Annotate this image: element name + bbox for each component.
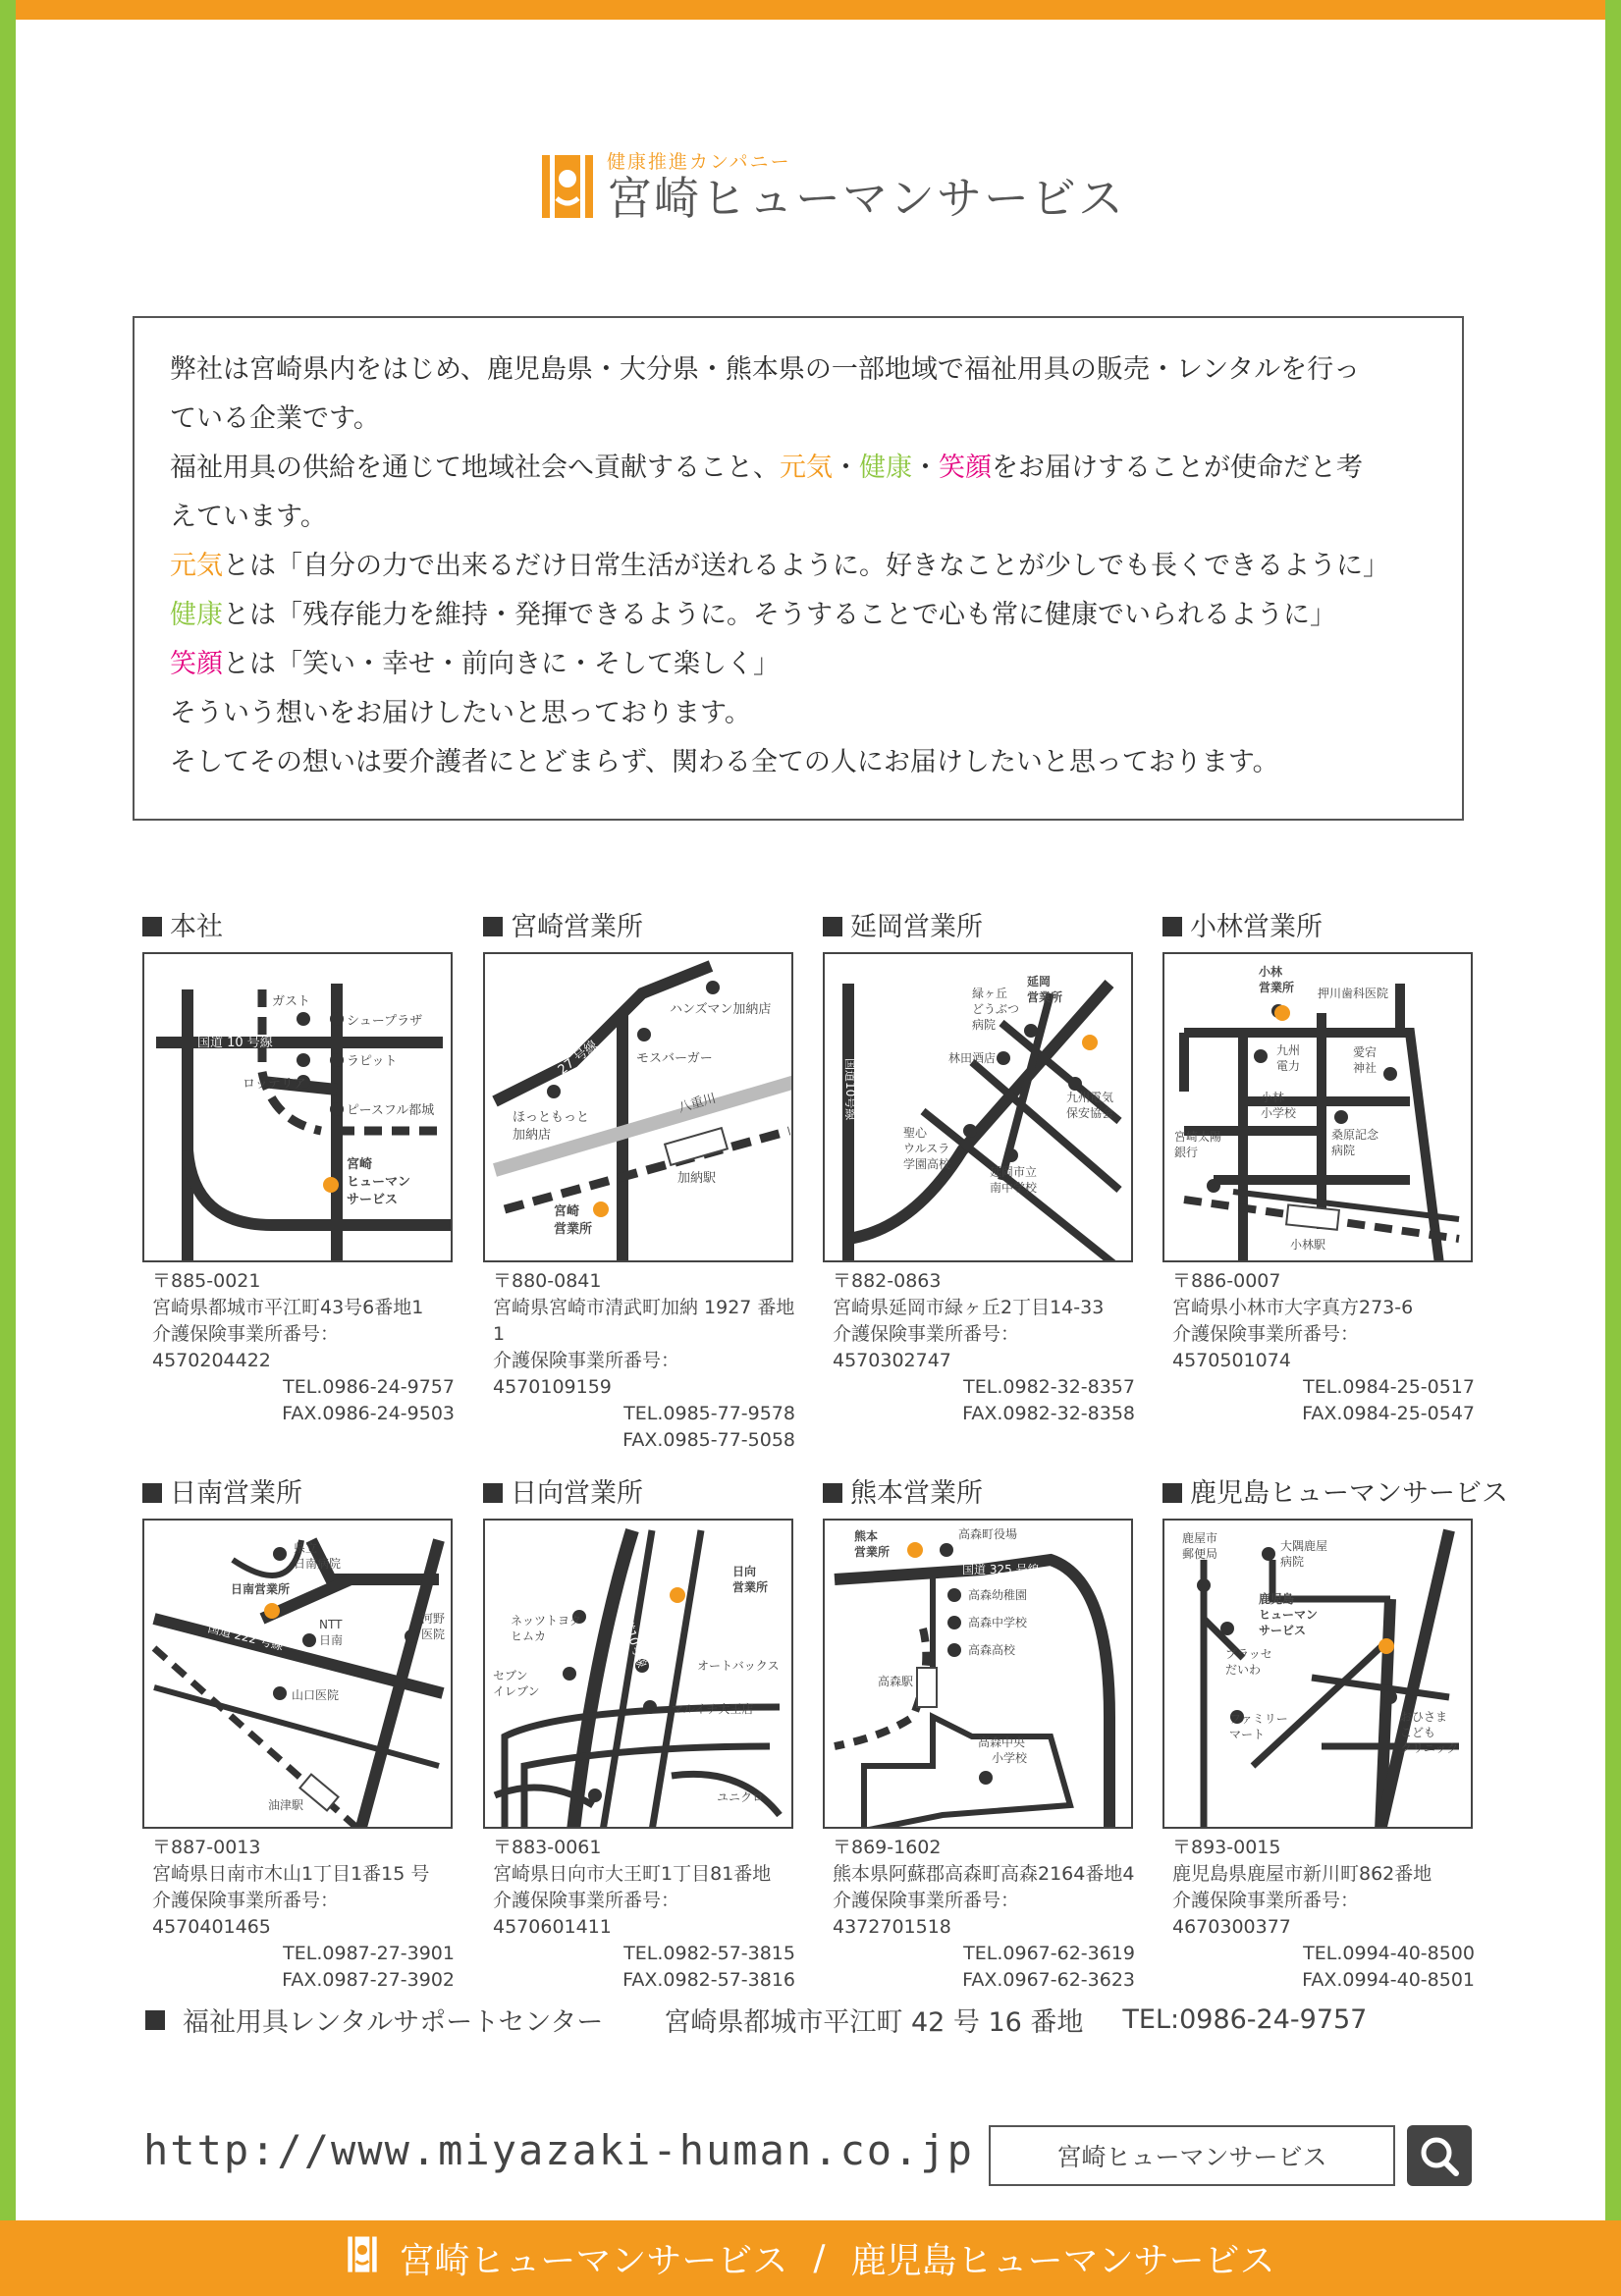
footer-bar (0, 2220, 1621, 2296)
office-honsha (142, 911, 455, 1427)
map-label: 加納店 (513, 1128, 552, 1143)
address: 宮崎県日南市木山1丁目1番15 号 (152, 1863, 430, 1885)
map-label: 高森駅 (878, 1675, 914, 1688)
map-label: 営業所 (732, 1580, 769, 1594)
map-label: 営業所 (854, 1545, 891, 1559)
company-logo (542, 147, 1125, 224)
office-info (483, 1268, 795, 1454)
postal-code: 〒882-0863 (833, 1270, 942, 1292)
office-map (142, 1519, 453, 1829)
search-button[interactable] (1407, 2125, 1472, 2186)
footer-separator: / (813, 2238, 826, 2278)
office-kobayashi (1162, 911, 1475, 1427)
care-number: 介護保険事業所番号：4670300377 (1172, 1890, 1360, 1938)
map-label: 山口医院 (292, 1688, 340, 1702)
tel: TEL.0982-32-8357 (963, 1376, 1135, 1398)
logo-mark-icon (542, 147, 593, 224)
office-title: 日南営業所 (142, 1477, 455, 1511)
search-icon (1407, 2125, 1472, 2186)
address: 宮崎県延岡市緑ヶ丘2丁目14-33 (833, 1297, 1105, 1318)
office-kumamoto (823, 1477, 1135, 1994)
logo-company-name: 宮崎ヒューマンサービス (607, 172, 1125, 226)
map-label: 九州電気 (1066, 1091, 1114, 1104)
office-info (483, 1835, 795, 1994)
office-info (823, 1835, 1135, 1994)
tel: TEL.0994-40-8500 (1303, 1943, 1475, 1964)
office-nobeoka (823, 911, 1135, 1427)
map-label: 大隅鹿屋 (1280, 1539, 1328, 1553)
map-label: オートバックス (697, 1659, 780, 1673)
fax: FAX.0982-57-3816 (622, 1969, 795, 1991)
map-label: だいわ (1225, 1663, 1262, 1677)
office-info (142, 1268, 455, 1427)
tel: TEL.0987-27-3901 (283, 1943, 455, 1964)
office-title: 宮崎営業所 (483, 911, 795, 944)
map-label: 銀行 (1174, 1146, 1199, 1159)
map-label: マルイチ大王店 (672, 1702, 754, 1716)
map-label: 林田酒店 (948, 1051, 997, 1065)
support-tel: TEL:0986-24-9757 (1122, 2004, 1368, 2035)
map-label: 加納駅 (677, 1171, 717, 1186)
map-label: 郵便局 (1182, 1547, 1218, 1561)
map-label: 宮崎太陽 (1174, 1130, 1222, 1144)
tel: TEL.0982-57-3815 (623, 1943, 795, 1964)
map-label: 小学校 (992, 1751, 1028, 1765)
map-label: どうぶつ (972, 1002, 1020, 1016)
map-label: ヒューマン (1259, 1608, 1319, 1622)
map-label: 営業所 (1259, 981, 1295, 994)
map-label: 医院 (421, 1628, 446, 1641)
map-label: 病院 (972, 1018, 997, 1032)
map-label: 宮崎 (554, 1204, 580, 1219)
address: 宮崎県宮崎市清武町加納 1927 番地 1 (493, 1297, 795, 1345)
postal-code: 〒869-1602 (833, 1837, 942, 1858)
office-miyazaki (483, 911, 795, 1454)
mission-line: えています。 (170, 502, 327, 532)
map-label: 熊本 (854, 1529, 879, 1543)
map-label: 高森高校 (968, 1643, 1016, 1657)
postal-code: 〒885-0021 (152, 1270, 261, 1292)
address: 宮崎県日向市大王町1丁目81番地 (493, 1863, 772, 1885)
map-label: ハンズマン加納店 (670, 1002, 772, 1017)
map-label: 緑ヶ丘 (972, 987, 1008, 1000)
map-label: 保安協会 (1066, 1106, 1114, 1120)
tel: TEL.0967-62-3619 (963, 1943, 1135, 1964)
tel: TEL.0986-24-9757 (283, 1376, 455, 1398)
office-nichinan (142, 1477, 455, 1994)
map-label: 九州 (1276, 1043, 1301, 1057)
map-label: 営業所 (1027, 990, 1063, 1004)
care-number: 介護保険事業所番号：4570501074 (1172, 1323, 1360, 1371)
map-label: ヒューマン (347, 1175, 411, 1190)
map-label: 聖心 (903, 1126, 928, 1140)
map-label: 南中学校 (990, 1181, 1038, 1195)
map-label: 小林 (1261, 1091, 1285, 1104)
office-info (1162, 1835, 1475, 1994)
office-info (1162, 1268, 1475, 1427)
map-label: マート (1229, 1728, 1266, 1741)
map-label: ネッツトヨタ (511, 1614, 582, 1628)
map-label: ラピット (347, 1054, 398, 1069)
search-input[interactable]: 宮崎ヒューマンサービス (989, 2125, 1395, 2186)
address: 宮崎県小林市大字真方273-6 (1172, 1297, 1414, 1318)
mission-egao-definition: 笑顔とは「笑い・幸せ・前向きに・そして楽しく」 (170, 649, 780, 679)
map-label: 病院 (1280, 1555, 1305, 1569)
map-label: ユニクロ (717, 1790, 765, 1804)
fax: FAX.0987-27-3902 (282, 1969, 455, 1991)
map-label: こども (1400, 1726, 1436, 1739)
map-label: 高森町役場 (958, 1527, 1018, 1541)
map-label: プラッセ (1225, 1647, 1272, 1661)
mission-kenko-definition: 健康とは「残存能力を維持・発揮できるように。そうすることで心も常に健康でいられるように」 (170, 600, 1336, 630)
tel: TEL.0985-77-9578 (623, 1403, 795, 1424)
top-bar (0, 0, 1621, 20)
map-label: クリニック (1400, 1741, 1459, 1755)
office-info (142, 1835, 455, 1994)
map-label: NTT (319, 1618, 343, 1631)
map-label: 小学校 (1261, 1106, 1297, 1120)
map-label: 国道 222 号線 (206, 1621, 285, 1654)
address: 熊本県阿蘇郡高森町高森2164番地4 (833, 1863, 1135, 1885)
map-label: 国道10号線 (617, 1606, 649, 1670)
map-label: 鹿児島 (1259, 1592, 1295, 1606)
postal-code: 〒883-0061 (493, 1837, 602, 1858)
map-label: モスバーガー (636, 1051, 713, 1066)
postal-code: 〒880-0841 (493, 1270, 602, 1292)
office-map (823, 952, 1133, 1262)
care-number: 介護保険事業所番号：4570302747 (833, 1323, 1020, 1371)
map-label: 高森中学校 (968, 1616, 1028, 1629)
left-border (0, 0, 16, 2296)
map-label: ほっともっと (513, 1110, 590, 1125)
logo-tagline: 健康推進カンパニー (607, 151, 791, 174)
fax: FAX.0982-32-8358 (962, 1403, 1135, 1424)
address: 宮崎県都城市平江町43号6番地1 (152, 1297, 424, 1318)
map-label: 国道10号線 (843, 1058, 857, 1121)
fax: FAX.0967-62-3623 (962, 1969, 1135, 1991)
map-label: 押川歯科医院 (1318, 987, 1389, 1000)
address: 鹿児島県鹿屋市新川町862番地 (1172, 1863, 1432, 1885)
office-title: 本社 (142, 911, 455, 944)
map-label: 高森幼稚園 (968, 1588, 1028, 1602)
map-label: 小林駅 (1290, 1238, 1326, 1252)
mission-genki-definition: 元気とは「自分の力で出来るだけ日常生活が送れるように。好きなことが少しでも長くできるように」 (170, 551, 1389, 581)
postal-code: 〒893-0015 (1172, 1837, 1281, 1858)
map-label: 病院 (1331, 1144, 1356, 1157)
mission-line: ている企業です。 (170, 403, 380, 434)
map-label: ファミリー (1229, 1712, 1288, 1726)
map-label: 高森中央 (978, 1735, 1026, 1749)
care-number: 介護保険事業所番号：4570204422 (152, 1323, 340, 1371)
map-label: 日南 (319, 1633, 344, 1647)
map-label: 国道 325 号線 (962, 1563, 1040, 1576)
map-label: 日南営業所 (231, 1582, 291, 1596)
care-number: 介護保険事業所番号：4372701518 (833, 1890, 1020, 1938)
fax: FAX.0985-77-5058 (622, 1429, 795, 1451)
postal-code: 〒887-0013 (152, 1837, 261, 1858)
map-label: 神社 (1353, 1061, 1378, 1075)
care-number: 介護保険事業所番号：4570401465 (152, 1890, 340, 1938)
office-map (1162, 1519, 1473, 1829)
fax: FAX.0986-24-9503 (282, 1403, 455, 1424)
map-label: 国道 10 号線 (197, 1036, 273, 1050)
map-label: おひさま (1400, 1710, 1448, 1724)
mission-line: 弊社は宮崎県内をはじめ、鹿児島県・大分県・熊本県の一部地域で福祉用具の販売・レンタルを行っ (170, 354, 1361, 385)
map-label: サービス (347, 1193, 399, 1207)
mission-line: 福祉用具の供給を通じて地域社会へ貢献すること、元気・健康・笑顔をお届けすることが使命だと考 (170, 453, 1363, 483)
care-number: 介護保険事業所番号：4570601411 (493, 1890, 680, 1938)
mission-line: そしてその想いは要介護者にとどまらず、関わる全ての人にお届けしたいと思っております。 (170, 747, 1279, 777)
map-label: 日南病院 (294, 1557, 342, 1571)
footer-company-left: 宮崎ヒューマンサービス (399, 2241, 788, 2281)
map-label: 桑原記念 (1331, 1128, 1379, 1142)
map-label: ウルスラ (903, 1142, 950, 1155)
map-label: 県立 (294, 1541, 318, 1555)
map-label: シュープラザ (347, 1014, 423, 1029)
map-label: イレブン (493, 1684, 540, 1698)
support-title: 福祉用具レンタルサポートセンター (183, 2007, 604, 2038)
map-label: 小林 (1259, 965, 1283, 979)
map-label: ヒムカ (511, 1629, 547, 1643)
map-label: 油津駅 (268, 1798, 304, 1812)
office-title: 熊本営業所 (823, 1477, 1135, 1511)
support-center (145, 2001, 1367, 2039)
footer-company-right: 鹿児島ヒューマンサービス (850, 2241, 1275, 2281)
office-map (823, 1519, 1133, 1829)
footer-logo-icon (346, 2232, 379, 2284)
care-number: 介護保険事業所番号：4570109159 (493, 1350, 680, 1398)
map-label: 八重川 (676, 1091, 718, 1116)
map-label: 27 号線 (555, 1038, 601, 1078)
map-label: 延岡 (1027, 975, 1052, 988)
right-border (1605, 0, 1621, 2296)
map-label: ガスト (272, 994, 311, 1009)
office-map (142, 952, 453, 1262)
support-address: 宮崎県都城市平江町 42 号 16 番地 (664, 2007, 1084, 2038)
fax: FAX.0984-25-0547 (1302, 1403, 1475, 1424)
office-kagoshima (1162, 1477, 1508, 1994)
map-label: 日向 (732, 1565, 757, 1578)
map-label: サービス (1259, 1624, 1307, 1637)
map-label: ロッテリア (243, 1077, 306, 1092)
office-title: 鹿児島ヒューマンサービス (1162, 1477, 1475, 1511)
website-url[interactable]: http://www.miyazaki-human.co.jp (143, 2126, 974, 2174)
map-label: セブン (493, 1669, 528, 1682)
map-label: 河野 (421, 1612, 446, 1626)
map-label: 愛宕 (1353, 1045, 1378, 1059)
map-label: 鹿屋市 (1182, 1531, 1218, 1545)
map-label: ピースフル都城 (347, 1103, 435, 1118)
office-title: 日向営業所 (483, 1477, 795, 1511)
map-label: 宮崎 (347, 1157, 373, 1172)
map-label: 営業所 (554, 1222, 593, 1237)
office-hyuga (483, 1477, 795, 1994)
mission-line: そういう想いをお届けしたいと思っております。 (170, 698, 751, 728)
tel: TEL.0984-25-0517 (1303, 1376, 1475, 1398)
fax: FAX.0994-40-8501 (1302, 1969, 1475, 1991)
office-map (483, 1519, 793, 1829)
office-map (483, 952, 793, 1262)
office-title: 小林営業所 (1162, 911, 1475, 944)
map-label: 学園高校 (903, 1157, 951, 1171)
office-info (823, 1268, 1135, 1427)
bullet-square-icon (145, 2010, 165, 2030)
office-map (1162, 952, 1473, 1262)
mission-statement (133, 316, 1464, 821)
office-title: 延岡営業所 (823, 911, 1135, 944)
map-label: 電力 (1276, 1059, 1301, 1073)
map-label: 延岡市立 (990, 1165, 1038, 1179)
postal-code: 〒886-0007 (1172, 1270, 1281, 1292)
